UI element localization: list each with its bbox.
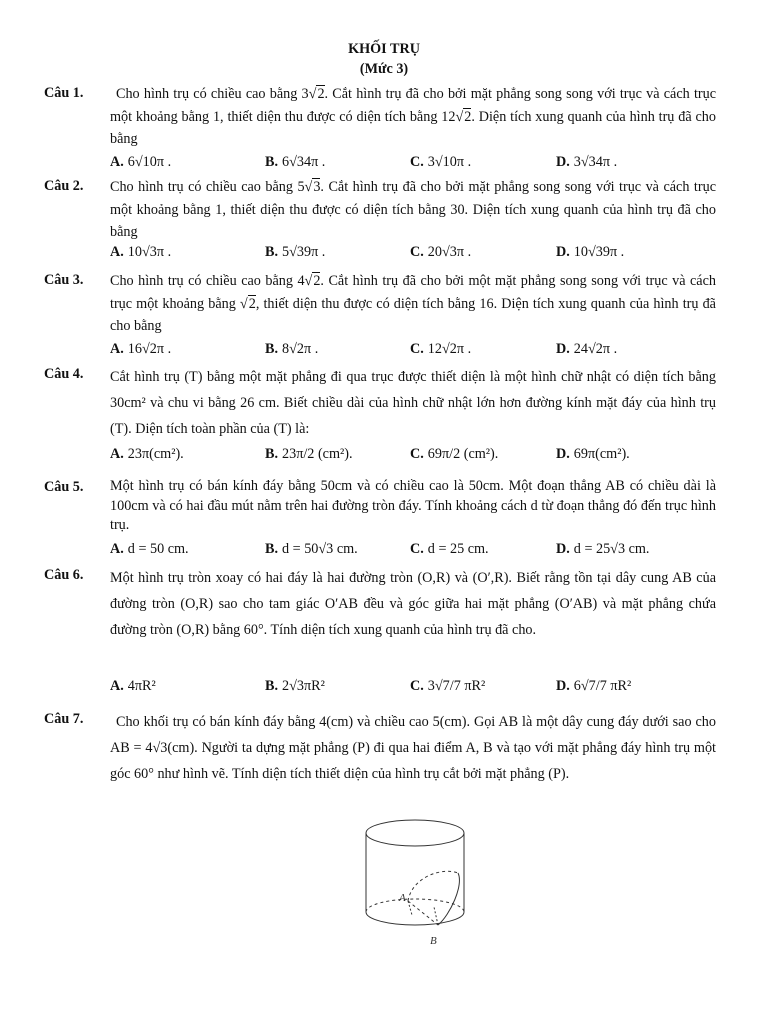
options-5 [110, 541, 730, 565]
question-label: Câu 3. [44, 272, 84, 288]
question-text: Một hình trụ có bán kính đáy bằng 50cm và có chiều cao là 50cm. Một đoạn thẳng AB có chiều dài là 100cm và có hai đầu mút nằm trên hai đường tròn đáy. Tính khoảng cách d từ đoạn thẳng đó đến trục hình trụ. [110, 478, 716, 533]
option-c[interactable]: C. d = 25 cm. [410, 541, 489, 557]
option-d[interactable]: D. 24√2π . [556, 341, 618, 357]
question-label: Câu 4. [44, 366, 84, 382]
question-text: Cho hình trụ có chiều cao bằng 4√2. Cắt hình trụ đã cho bởi một mặt phẳng song song với trục và cách trục một khoảng bằng √2, thiết diện thu được có diện tích bằng 16. Diện tích xung quanh của hình trụ đã cho bằng [110, 273, 716, 334]
option-c[interactable]: C. 20√3π . [410, 244, 472, 260]
question-text: Cho hình trụ có chiều cao bằng 5√3. Cắt hình trụ đã cho bởi mặt phẳng song song với trục và cách trục một khoảng bằng 1, thiết diện thu được có diện tích bằng 30. Diện tích xung quanh của hình trụ đã cho bằng [110, 179, 716, 240]
question-label: Câu 5. [44, 479, 84, 495]
option-a[interactable]: A. 23π(cm²). [110, 446, 184, 462]
question-text: Cho hình trụ có chiều cao bằng 3√2. Cắt hình trụ đã cho bởi mặt phẳng song song với trục và cách trục một khoảng bằng 1, thiết diện thu được có diện tích bằng 12√2. Diện tích xung quanh của hình trụ đã cho bằng [110, 86, 717, 147]
question-6 [44, 565, 716, 643]
option-b[interactable]: B. 8√2π . [265, 341, 319, 357]
option-b[interactable]: B. 6√34π . [265, 154, 326, 170]
options-6 [110, 678, 730, 702]
question-label: Câu 1. [44, 85, 84, 101]
figure-label-b: B [430, 935, 437, 947]
question-text: Một hình trụ tròn xoay có hai đáy là hai đường tròn (O,R) và (O′,R). Biết rằng tồn tại dây cung AB của đường tròn (O,R) sao cho tam giác O′AB đều và góc giữa hai mặt phẳng (O′AB) và mặt phẳng chứa đường tròn (O,R) bằng 60°. Tính diện tích xung quanh của hình trụ đã cho. [110, 570, 716, 638]
question-4 [44, 364, 716, 442]
cylinder-figure [350, 815, 480, 950]
question-label: Câu 7. [44, 711, 84, 727]
page-subtitle: (Mức 3) [359, 61, 409, 77]
question-text: Cắt hình trụ (T) bằng một mặt phẳng đi qua trục được thiết diện là một hình chữ nhật có diện tích bằng 30cm² và chu vi bằng 26 cm. Biết chiều dài của hình chữ nhật lớn hơn đường kính mặt đáy của hình trụ (T). Diện tích toàn phần của (T) là: [110, 369, 716, 437]
option-b[interactable]: B. d = 50√3 cm. [265, 541, 358, 557]
option-c[interactable]: C. 12√2π . [410, 341, 472, 357]
option-b[interactable]: B. 23π/2 (cm²). [265, 446, 353, 462]
option-d[interactable]: D. 6√7/7 πR² [556, 678, 632, 694]
question-label: Câu 2. [44, 178, 84, 194]
question-3 [44, 270, 716, 338]
option-b[interactable]: B. 5√39π . [265, 244, 326, 260]
option-a[interactable]: A. 4πR² [110, 678, 156, 694]
question-text: Cho khối trụ có bán kính đáy bằng 4(cm) và chiều cao 5(cm). Gọi AB là một dây cung đáy dưới sao cho AB = 4√3(cm). Người ta dựng mặt phẳng (P) đi qua hai điểm A, B và tạo với mặt phẳng đáy hình trụ một góc 60° như hình vẽ. Tính diện tích thiết diện của hình trụ cắt bởi mặt phẳng (P). [110, 714, 716, 782]
question-1 [44, 83, 716, 151]
option-a[interactable]: A. d = 50 cm. [110, 541, 189, 557]
page-title: KHỐI TRỤ [348, 41, 420, 57]
option-d[interactable]: D. d = 25√3 cm. [556, 541, 650, 557]
option-c[interactable]: C. 69π/2 (cm²). [410, 446, 499, 462]
option-c[interactable]: C. 3√10π . [410, 154, 472, 170]
option-a[interactable]: A. 16√2π . [110, 341, 172, 357]
question-5 [44, 477, 716, 536]
options-1 [110, 154, 730, 178]
option-d[interactable]: D. 69π(cm²). [556, 446, 630, 462]
option-d[interactable]: D. 10√39π . [556, 244, 625, 260]
option-d[interactable]: D. 3√34π . [556, 154, 618, 170]
question-label: Câu 6. [44, 567, 84, 583]
option-b[interactable]: B. 2√3πR² [265, 678, 325, 694]
option-a[interactable]: A. 10√3π . [110, 244, 172, 260]
question-2 [44, 176, 716, 244]
options-2 [110, 244, 730, 268]
options-3 [110, 341, 730, 365]
figure-label-a: A [399, 892, 406, 904]
question-7 [44, 709, 716, 787]
option-c[interactable]: C. 3√7/7 πR² [410, 678, 486, 694]
option-a[interactable]: A. 6√10π . [110, 154, 172, 170]
options-4 [110, 446, 730, 470]
